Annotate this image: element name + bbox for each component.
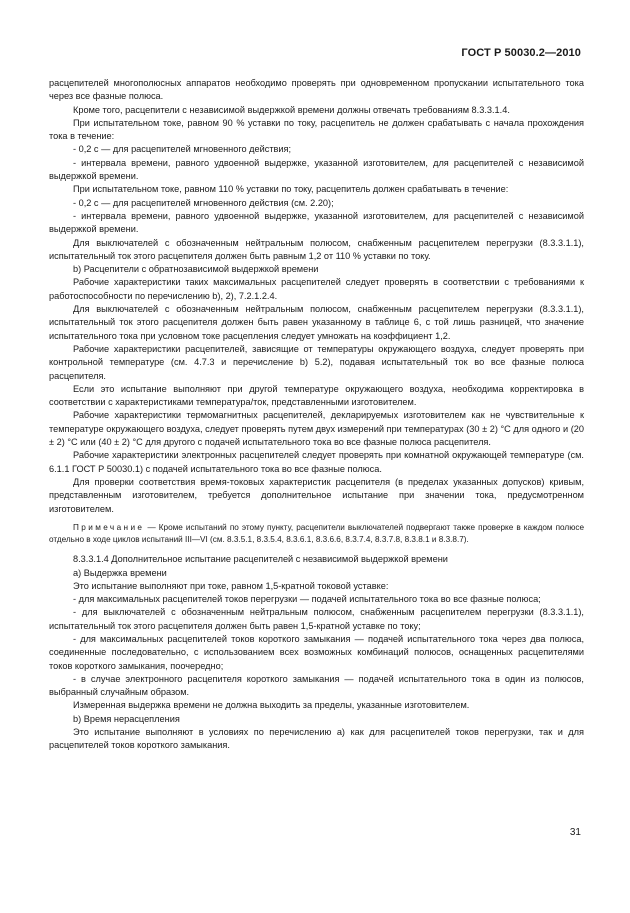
paragraph: Кроме того, расцепители с независимой выдержкой времени должны отвечать требованиям 8.3.3.1.4. <box>73 104 510 115</box>
list-item: - 0,2 с — для расцепителей мгновенного действия; <box>73 144 292 155</box>
list-item: - для максимальных расцепителей токов перегрузки — подачей испытательного тока во все фазные полюса; <box>73 594 541 605</box>
list-item: - для максимальных расцепителей токов короткого замыкания — подачей испытательного тока через два полюса, соединенные последовательно, с использованием всех возможных комбинаций полюсов, оснащенных расцепителями токов короткого замыкания, поочередно; <box>49 633 584 671</box>
paragraph: Рабочие характеристики электронных расцепителей следует проверять при комнатной окружающей температуре (см. 6.1.1 ГОСТ Р 50030.1) с подачей испытательного тока во все фазные полюса. <box>49 450 584 474</box>
paragraph: Для проверки соответствия время-токовых характеристик расцепителя (в пределах указанных допусков) кривым, представленным изготовителем, требуется дополнительное испытание при значении тока, предусмотренном изготовителем. <box>49 476 584 514</box>
paragraph: Измеренная выдержка времени не должна выходить за пределы, указанные изготовителем. <box>73 700 470 711</box>
paragraph: Это испытание выполняют в условиях по перечислению а) как для расцепителей токов перегрузки, так и для расцепителей токов короткого замыкания. <box>49 727 584 751</box>
list-item: - для выключателей с обозначенным нейтральным полюсом, снабженным расцепителем перегрузки (8.3.3.1.1), испытательный ток этого расцепителя должен быть равен 1,5-кратной уставке по току; <box>49 607 584 631</box>
paragraph: При испытательном токе, равном 110 % уставки по току, расцепитель должен срабатывать в течение: <box>73 184 509 195</box>
document-header: ГОСТ Р 50030.2—2010 <box>461 47 581 59</box>
paragraph: При испытательном токе, равном 90 % уставки по току, расцепитель не должен срабатывать с начала прохождения тока в течение: <box>49 117 584 142</box>
paragraph: Рабочие характеристики расцепителей, зависящие от температуры окружающего воздуха, следует проверять при контрольной температуре (см. 4.7.3 и перечисление b) 5.2), подавая испытательный ток во все фазные полюса расцепителя. <box>49 343 584 381</box>
list-item: - 0,2 с — для расцепителей мгновенного действия (см. 2.20); <box>73 197 334 208</box>
list-item: - интервала времени, равного удвоенной выдержке, указанной изготовителем, для расцепителей с независимой выдержкой времени. <box>49 210 584 235</box>
paragraph: Если это испытание выполняют при другой температуре окружающего воздуха, необходима корректировка в соответствии с характеристиками температура/ток, представленными изготовителем. <box>49 383 584 408</box>
subheading: а) Выдержка времени <box>73 567 167 578</box>
paragraph: расцепителей многополюсных аппаратов необходимо проверять при одновременном пропускании испытательного тока через все фазные полюса. <box>49 78 584 102</box>
subheading: b) Расцепители с обратнозависимой выдержкой времени <box>73 264 319 275</box>
note-text: — Кроме испытаний по этому пункту, расцепители выключателей подвергают также проверке в каждом полюсе отдельно в ходе циклов испытаний III—VI (см. 8.3.5.1, 8.3.5.4, 8.3.6.1, 8.3.6.6, 8.3.7.4, 8.3.7.8, 8.3.8.1 и 8.3.8.7). <box>49 522 584 544</box>
list-item: - интервала времени, равного удвоенной выдержке, указанной изготовителем, для расцепителей с независимой выдержкой времени. <box>49 157 584 182</box>
subheading: b) Время нерасцепления <box>73 713 180 724</box>
page-number: 31 <box>569 827 581 838</box>
list-item: - в случае электронного расцепителя короткого замыкания — подачей испытательного тока в один из полюсов, выбранный случайным образом. <box>49 673 584 698</box>
note-label: Примечание <box>73 522 145 532</box>
paragraph: Рабочие характеристики термомагнитных расцепителей, декларируемых изготовителем как не чувствительные к температуре окружающего воздуха, следует проверять путем двух измерений при температурах (30 ± 2) °С для одного и (20 ± 2) °С или (40 ± 2) °С для другого с подачей испытательного тока во все фазные полюса расцепителя. <box>49 410 584 448</box>
section-heading: 8.3.3.1.4 Дополнительное испытание расцепителей с независимой выдержкой времени <box>73 554 448 565</box>
paragraph: Для выключателей с обозначенным нейтральным полюсом, снабженным расцепителем перегрузки (8.3.3.1.1), испытательный ток этого расцепителя должен быть равным 1,2 от 110 % уставки по току. <box>49 237 584 261</box>
paragraph: Это испытание выполняют при токе, равном 1,5-кратной токовой уставке: <box>73 580 389 591</box>
document-body <box>49 77 584 753</box>
paragraph: Рабочие характеристики таких максимальных расцепителей следует проверять в соответствии с требованиями к работоспособности по перечислению b), 2), 7.2.1.2.4. <box>49 277 584 301</box>
paragraph: Для выключателей с обозначенным нейтральным полюсом, снабженным расцепителем перегрузки (8.3.3.1.1), испытательный ток этого расцепителя должен быть равен указанному в таблице 6, с той лишь разницей, что значение испытательного тока при условном токе расцепления следует умножать на коэффициент 1,2. <box>49 304 584 341</box>
note <box>49 522 584 546</box>
